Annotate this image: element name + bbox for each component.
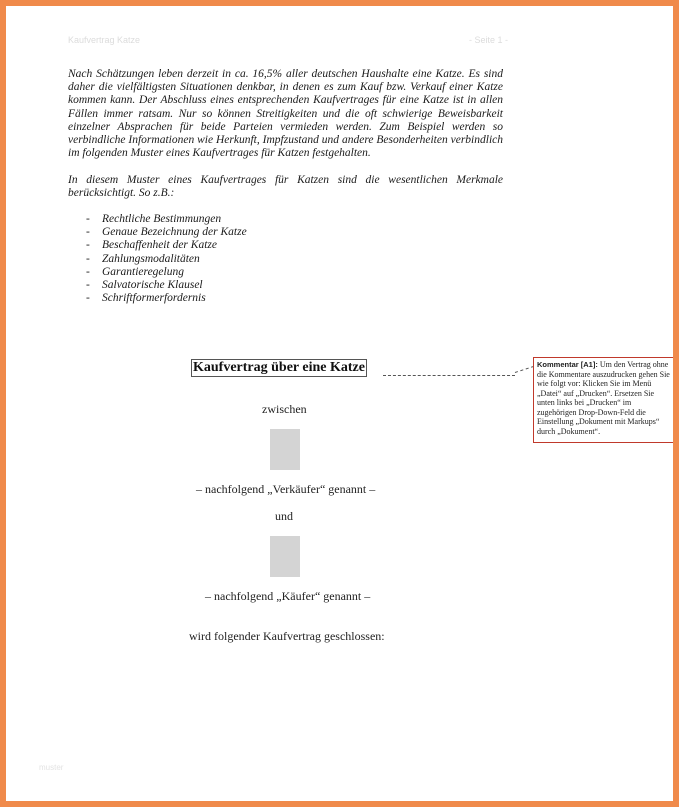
page-header xyxy=(68,35,508,49)
bullet-dash: - xyxy=(86,265,90,278)
and-label: und xyxy=(275,509,293,523)
list-item: - Genaue Bezeichnung der Katze xyxy=(86,226,247,239)
comment-connector-line-end xyxy=(515,366,534,373)
comment-label: Kommentar [A1]: xyxy=(537,360,598,369)
list-item: - Garantieregelung xyxy=(86,265,184,278)
seller-placeholder-field[interactable] xyxy=(270,429,300,470)
list-item: - Schriftformerfordernis xyxy=(86,292,206,305)
bullet-dash: - xyxy=(86,213,90,225)
feature-list xyxy=(86,213,247,305)
review-comment-balloon[interactable] xyxy=(533,357,673,443)
bullet-dash: - xyxy=(86,279,90,292)
document-page xyxy=(6,6,673,801)
header-title: Kaufvertrag Katze xyxy=(68,35,141,45)
bullet-dash: - xyxy=(86,292,90,305)
bullet-dash: - xyxy=(86,239,90,252)
comment-connector-line xyxy=(383,375,515,376)
intro-paragraph-1: Nach Schätzungen leben derzeit in ca. 16,5% aller deutschen Haushalte eine Katze. Es sind daher die vielfältigsten Situationen denkbar, in denen es zum Kauf bzw. Verkauf einer Katze kommen kann. Der Abschluss eines entsprechenden Kaufvertrages für eine Katze ist in allen Fällen immer ratsam. Nur so können Streitigkeiten und die oft schwierige Beweisbarkeit einzelner Absprachen für beide Parteien vermieden werden. Zum Beispiel werden so verbindliche Informationen wie Herkunft, Impfzustand und andere Besonderheiten verbindlich im folgenden Muster eines Kaufvertrages für Katzen festgehalten. xyxy=(68,68,503,160)
bullet-dash: - xyxy=(86,252,90,265)
closing-sentence: wird folgender Kaufvertrag geschlossen: xyxy=(189,629,385,643)
header-page-number: - Seite 1 - xyxy=(468,35,508,45)
list-item: - Salvatorische Klausel xyxy=(86,279,203,292)
seller-label: – nachfolgend „Verkäufer“ genannt – xyxy=(196,482,376,496)
page-footer: muster xyxy=(39,763,64,772)
comment-text: Um den Vertrag ohne die Kommentare auszudrucken gehen Sie wie folgt vor: Klicken Sie im Menü „Datei“ auf „Drucken“. Ersetzen Sie unten links bei „Drucken“ im zugehörigen Drop-Down-Feld die Einstellung „Dokument mit Markups“ durch „Dokument“. xyxy=(537,360,670,436)
intro-paragraph-2: In diesem Muster eines Kaufvertrages für Katzen sind die wesentlichen Merkmale berücksichtigt. So z.B.: xyxy=(68,174,503,200)
list-item: - Beschaffenheit der Katze xyxy=(86,239,217,252)
buyer-label: – nachfolgend „Käufer“ genannt – xyxy=(205,589,371,603)
between-label: zwischen xyxy=(262,402,307,416)
buyer-placeholder-field[interactable] xyxy=(270,536,300,577)
bullet-dash: - xyxy=(86,226,90,239)
contract-title: Kaufvertrag über eine Katze xyxy=(193,360,365,375)
list-item: - Zahlungsmodalitäten xyxy=(86,252,200,265)
list-item: - Rechtliche Bestimmungen xyxy=(86,213,222,225)
